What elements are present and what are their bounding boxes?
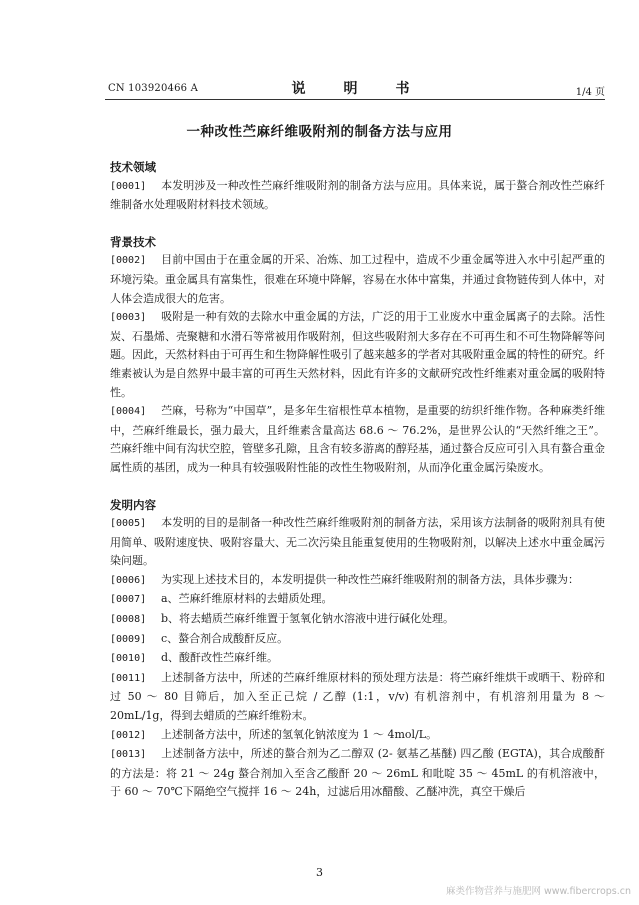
header-divider [105,99,605,100]
document-title: 一种改性苎麻纤维吸附剂的制备方法与应用 [186,124,453,140]
paragraph [110,726,605,746]
paragraph-number: [0011] [110,672,147,684]
watermark: 麻类作物营养与施肥网 www.fibercrops.cn [445,886,631,897]
paragraph-number: [0006] [110,574,147,586]
paragraph [110,177,605,215]
paragraph-number: [0003] [110,312,147,324]
page-header [108,80,605,98]
paragraph-text: 为实现上述技术目的，本发明提供一种改性苎麻纤维吸附剂的制备方法，具体步骤为： [161,572,579,586]
paragraph [110,402,605,477]
paragraph-text: d、酸酐改性苎麻纤维。 [161,651,279,665]
paragraph-number: [0004] [110,406,147,418]
paragraph-text: b、将去蜡质苎麻纤维置于氢氧化钠水溶液中进行碱化处理。 [161,612,455,626]
paragraph [110,649,605,669]
paragraph [110,571,605,591]
paragraph-number: [0005] [110,518,147,530]
page-number: 3 [316,866,323,879]
document-type: 说 明 书 [291,81,422,97]
paragraph [110,308,605,402]
paragraph-text: a、苎麻纤维原材料的去蜡质处理。 [161,592,333,606]
paragraph-text: 本发明涉及一种改性苎麻纤维吸附剂的制备方法与应用。具体来说，属于螯合剂改性苎麻纤维制备水处理吸附材料技术领域。 [110,178,605,212]
paragraph-text: 上述制备方法中，所述的苎麻纤维原材料的预处理方法是：将苎麻纤维烘干或晒干、粉碎和过 50 ～ 80 目筛后，加入至正己烷 / 乙醇 (1:1，v/v) 有机溶剂中，有机溶剂用量为 8 ～ 20mL/1g，得到去蜡质的苎麻纤维粉末。 [110,670,605,723]
paragraph-text: 上述制备方法中，所述的螯合剂为乙二醇双 (2- 氨基乙基醚) 四乙酸 (EGTA)，其合成酸酐的方法是：将 21 ～ 24g 螯合剂加入至含乙酸酐 20 ～ 26mL 和吡啶 35 ～ 45mL 的有机溶液中，于 60 ～ 70℃下隔绝空气搅拌 16 ～ 24h，过滤后用冰醋酸、乙醚冲洗，真空干燥后 [110,747,605,799]
paragraph-text: 吸附是一种有效的去除水中重金属的方法，广泛的用于工业废水中重金属离子的去除。活性炭、石墨烯、壳聚糖和水滑石等常被用作吸附剂，但这些吸附剂大多存在不可再生和不可生物降解等问题。因此，天然材料由于可再生和生物降解性吸引了越来越多的学者对其吸附重金属的特性的研究。纤维素被认为是自然界中最丰富的可再生天然材料，因此有许多的文献研究改性纤维素对重金属的吸附特性。 [110,310,605,399]
paragraph-number: [0001] [110,180,147,192]
paragraph [110,251,605,308]
section-heading: 技术领域 [110,160,156,174]
paragraph-text: 苎麻，号称为“中国草”，是多年生宿根性草本植物，是重要的纺织纤维作物。各种麻类纤维中，苎麻纤维最长，强力最大，且纤维素含量高达 68.6 ～ 76.2%，是世界公认的“天然纤维之王”。苎麻纤维中间有沟状空腔，管壁多孔隙，且含有较多游离的醇羟基，通过螯合反应可引入具有螯合重金属性质的基团，成为一种具有较强吸附性能的改性生物吸附剂，从而净化重金属污染废水。 [110,404,605,474]
paragraph [110,630,605,650]
patent-number: CN 103920466 A [108,83,199,94]
paragraph [110,610,605,630]
paragraph [110,590,605,610]
paragraph-text: 上述制备方法中，所述的氢氧化钠浓度为 1 ～ 4mol/L。 [161,727,438,741]
section-heading: 发明内容 [110,497,156,512]
paragraph-number: [0008] [110,614,147,626]
paragraph-text: 本发明的目的是制备一种改性苎麻纤维吸附剂的制备方法，采用该方法制备的吸附剂具有使用简单、吸附速度快、吸附容量大、无二次污染且能重复使用的生物吸附剂，以解决上述水中重金属污染问题。 [110,516,605,568]
paragraph-number: [0007] [110,594,147,606]
document-body [110,150,605,802]
paragraph-number: [0012] [110,729,147,741]
paragraph-text: c、螯合剂合成酸酐反应。 [161,631,289,645]
paragraph-number: [0013] [110,749,147,761]
paragraph-number: [0002] [110,255,147,267]
paragraph [110,514,605,571]
paragraph [110,669,605,726]
section-heading: 背景技术 [110,234,156,249]
paragraph-number: [0010] [110,653,147,665]
paragraph-text: 目前中国由于在重金属的开采、冶炼、加工过程中，造成不少重金属等进入水中引起严重的环境污染。重金属具有富集性，很难在环境中降解，容易在水体中富集，并通过食物链传到人体中，对人体会造成很大的危害。 [110,253,605,305]
paragraph [110,745,605,802]
paragraph-number: [0009] [110,633,147,645]
page-counter: 1/4 页 [575,87,605,98]
